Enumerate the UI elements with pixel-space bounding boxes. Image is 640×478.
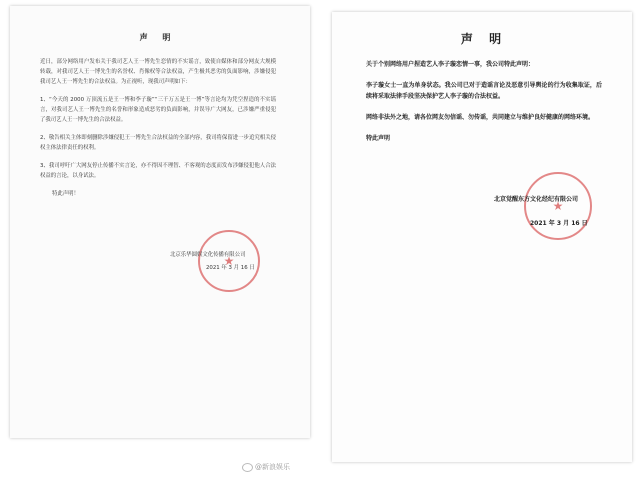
paragraph-intro: 近日，部分网络用户发布关于我司艺人王一博先生恋情的不实谣言，致使自媒体和部分网友大规模转载，对我司艺人王一博先生的名誉权、肖像权等合法权益，产生极其恶劣的负面影响，涉嫌侵犯我司艺人王一博先生的合法权益。为正视听，现我司声明如下： — [40, 59, 276, 85]
company-name: 北京乐华圆娱文化传播有限公司 — [170, 252, 246, 258]
company-seal — [198, 230, 260, 292]
document-title: 声 明 — [139, 33, 177, 42]
document-date: 2021 年 3 月 16 日 — [530, 220, 588, 227]
watermark-text: @新浪娱乐 — [255, 463, 290, 471]
document-title: 声 明 — [460, 32, 508, 46]
statement-document-left — [10, 6, 310, 438]
paragraph-point-3: 3、我司呼吁广大网友停止传播不实言论，亦不得因不理智、不客观的态度而发布涉嫌侵犯他人合法权益的言论，以身试法。 — [40, 163, 276, 179]
signoff: 特此声明 — [366, 135, 391, 142]
statement-document-right — [332, 12, 632, 462]
paragraph-point-1: 1、“今天的 2000 万顶流五是王一博和李子璇”“三千万五是王一博”等言论均为凭空捏造的不实谣言，对我司艺人王一博先生的名誉和形象造成恶劣的负面影响，并误导广大网友，已涉嫌严重侵犯了我司艺人王一博先生的合法权益。 — [40, 97, 276, 123]
paragraph-point-2: 2、敬告相关主体即刻删除涉嫌侵犯王一博先生合法权益的全部内容，我司将保留进一步追究相关侵权主体法律责任的权利。 — [40, 135, 276, 151]
document-date: 2021 年 3 月 16 日 — [206, 265, 255, 271]
paragraph-closing: 网络非法外之地，请各位网友勿信谣、勿传谣，共同建立与维护良好健康的网络环境。 — [366, 114, 595, 121]
weibo-icon — [242, 463, 253, 472]
paragraph-intro: 关于个别网络用户捏造艺人李子璇恋情一事，我公司特此声明： — [366, 61, 535, 68]
paragraph-body: 李子璇女士一直为单身状态。我公司已对于造谣言论及恶意引导舆论的行为收集取证，后续将采取法律手段坚决保护艺人李子璇的合法权益。 — [366, 82, 602, 100]
weibo-watermark — [242, 462, 290, 472]
company-name: 北京觉醒东方文化经纪有限公司 — [494, 196, 579, 203]
seal-star-icon: ★ — [552, 199, 564, 213]
signoff: 特此声明！ — [52, 191, 79, 197]
company-seal — [524, 172, 592, 240]
seal-star-icon: ★ — [223, 254, 235, 268]
